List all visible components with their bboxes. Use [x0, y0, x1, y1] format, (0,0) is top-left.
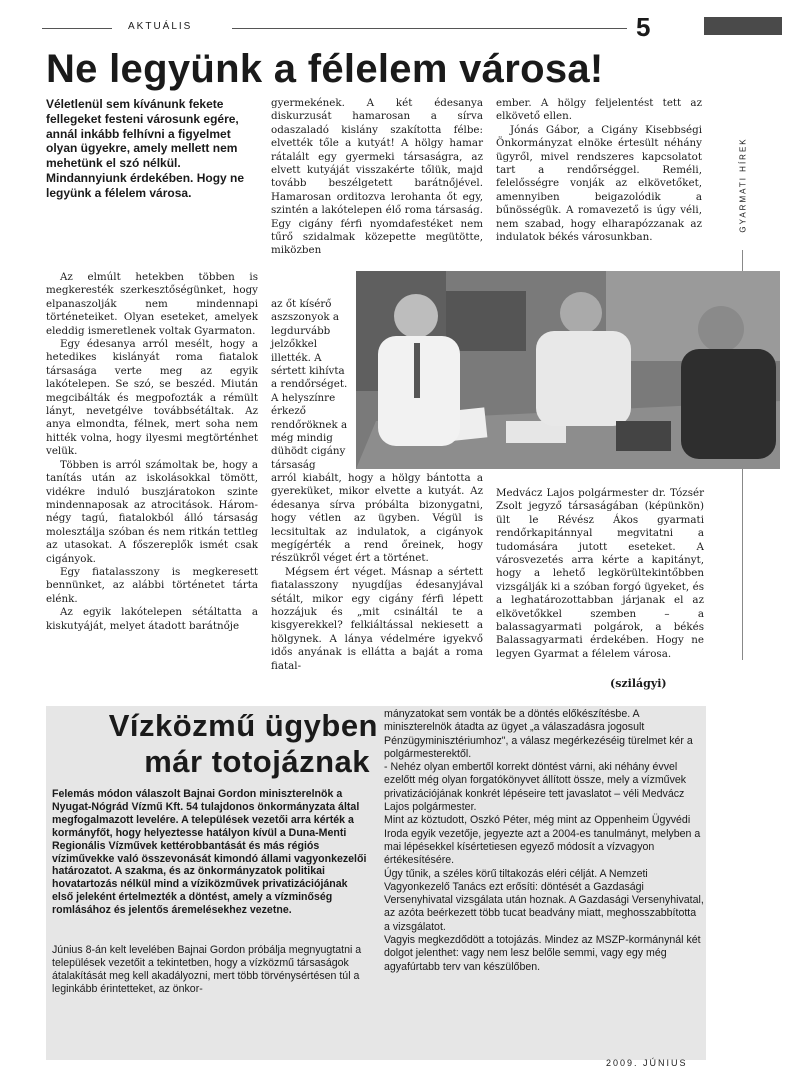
title-line: Vízközmű ügyben: [108, 708, 378, 743]
paragraph: Mégsem ért véget. Másnap a sértett fiatalasszony nyugdíjas édesanyjával sétált, mikor egy cigány férfi lépett hozzájuk és „mit csináltál te a kisgyerekkel? felkiáltással nekiesett a hölgynek. A lánya védelmére igyekvő idős anyának is ellátta a baját a roma fiatal-: [271, 565, 483, 672]
paragraph: Egy fiatalasszony is megkeresett bennünket, az alábbi történetet tárta elénk.: [46, 565, 258, 605]
paragraph: gyermekének. A két édesanya diskurzusát hamarosan a sírva odaszaladó kislány szakította félbe: elvették tőle a kutyát! A hölgy hamar rátalált egy gyermeki társaságra, az elvett kutyáját visszakérte tőlük, majd tovább beszélgetett barátnőjével. Hamarosan orditozva lerohanta őt egy, szintén a lakótelepen élő roma társaság. Egy cigány férfi nyomdafestéket nem tűrő szidalmak közepette megütötte, miközben: [271, 97, 483, 257]
paragraph: Jónás Gábor, a Cigány Kisebbségi Önkormányzat elnöke értesült néhány ügyről, mivel rendszeres kapcsolatot tart a rendőrséggel. Reméli, felelősségre vonják az elkövetőket, amennyiben beigazolódik a bűnösségük. A romavezető is úgy véli, nem szabad, hogy elharapózzanak az indulatok békés városunkban.: [496, 123, 702, 244]
paragraph: Az elmúlt hetekben többen is megkeresték szerkesztőségünket, hogy elpanaszolják nem mindennapi történeteiket. Olyan eseteket, amelyek eleddig ismeretlenek voltak Gyarmaton.: [46, 271, 258, 337]
paragraph: Medvácz Lajos polgármester dr. Tózsér Zsolt jegyző társaságában (képünkön) ült le Révész Ákos gyarmati rendőrkapitánnyal megvitatni a tudomására jutott eseteket. A városvezetés arra kérte a kapitányt, hogy a lehető legkörültekintőbben vizsgálják ki a szóban forgó ügyeket, és a leghatározottabban járjanak el az elkövetőkkel szemben – a balassagyarmati polgárok, a békés Balassagyarmati érdekében. Hogy ne legyen Gyarmat a félelem városa.: [496, 487, 704, 660]
side-label: GYARMATI HÍREK: [738, 137, 748, 233]
header-rule-left: [42, 28, 112, 29]
issue-date: 2009. JÚNIUS: [606, 1058, 688, 1068]
paragraph: Egy édesanya arról mesélt, hogy a hetedikes kislányát roma fiatalok társasága verte meg az egyik lakótelepen. Se szó, se beszéd. Miután megcibálták és megpofozták a rémült lányt, nevetgélve továbbsétáltak. Az anya elmondta, félnek, mert soha nem hitték volna, hogy ilyesmi megtörténhet velük.: [46, 338, 258, 458]
author-signature: (szilágyi): [610, 677, 667, 690]
title-line: már totojáznak: [144, 744, 370, 779]
paragraph: Az egyik lakótelepen sétáltatta a kiskutyáját, melyet átadott barátnője: [46, 606, 258, 632]
article-column-2-bottom: [271, 472, 483, 673]
article-lead: Véletlenül sem kívánunk fekete fellegeket festeni városunk egére, annál inkább felhívni a figyelmet olyan ügyekre, amely mellett nem mehetünk el szó nélkül. Mindannyiunk érdekében. Hogy ne legyünk a félelem városa.: [46, 97, 245, 200]
article-title: Ne legyünk a félelem városa!: [46, 47, 604, 91]
header-bar: [704, 17, 782, 35]
photo-caption: [496, 487, 704, 661]
paragraph: Többen is arról számoltak be, hogy a tanítás után az iskolásokkal tömött, vidékre induló buszjáratokon szinte mindennaposak az atrocitások. Három-négy tagú, fiatalokból álló társaság molesztálja szóban és nem ritkán tettleg az utasokat. A főszereplők ismét csak cigányok.: [46, 458, 258, 565]
paragraph: mányzatokat sem vonták be a döntés előkészítésbe. A miniszterelnök átadta az ügyet „a válaszadásra jogosult Pénzügyminisztériumhoz", a válasz megérkezéséig türelmet kér a polgármesterektől.: [384, 708, 693, 760]
photo-illustration: [356, 271, 780, 469]
article-column-2-top: [271, 97, 483, 258]
article2-lead: Felemás módon válaszolt Bajnai Gordon miniszterelnök a Nyugat-Nógrád Vízmű Kft. 54 tulajdonos önkormányzata által megfogalmazott levelére. A települések vezetői arra kérték a kormányfőt, hogy helyeztesse hatályon kívül a Duna-Menti Regionális Vízművek kettérobbantását és más régiós víziművekke való összevonását kimondó állami vagyonkezelői határozatot. A szakma, és az önkormányzatok politikai hovatartozás nélkül mind a víziközművek privatizációjának első jeleként értelmezték a döntést, amely a vízminőség romlásához és jelentős áremelésekhez vezetne.: [52, 788, 367, 917]
article2-right-column: [384, 708, 704, 974]
paragraph: Vagyis megkezdődött a totojázás. Mindez az MSZP-kormánynál két dolgot jelenthet: vagy nem lesz belőle semmi, vagy egy még agyafúrtabb terv van készülőben.: [384, 934, 701, 973]
paragraph: ember. A hölgy feljelentést tett az elkövető ellen.: [496, 97, 702, 123]
article-column-1: [46, 271, 258, 633]
paragraph: arról kiabált, hogy a hölgy bántotta a gyereküket, mikor elvette a kutyát. Az édesanya sírva próbálta bizonygatni, hogy vétlen az ügyben. Végül is lecsitultak az indulatok, a cigányok megígérték a rend őreinek, hogy részükről véget ért a történet.: [271, 472, 483, 565]
article2-title: [46, 708, 378, 780]
article2-body: Június 8-án kelt levelében Bajnai Gordon próbálja megnyugtatni a települések vezetőit a tekintetben, hogy a vízközmű társaságok átalakítását meg kell akadályozni, mert több törvénysértésen túl a leginkább érintetteket, az önkor-: [52, 944, 362, 995]
article-column-2-narrow: [271, 298, 351, 472]
paragraph: - Nehéz olyan embertől korrekt döntést várni, aki néhány évvel ezelőtt még olyan forgatókönyvet állított össze, mely a vízművek privatizációjának konkrét lépéseire tett javaslatot – véli Medvácz Lajos polgármester.: [384, 761, 687, 814]
header-rule-right: [232, 28, 627, 29]
paragraph: Úgy tűnik, a széles körű tiltakozás eléri célját. A Nemzeti Vagyonkezelő Tanács ezt erősíti: döntését a Gazdasági Versenyhivatal vizsgálata után hoznak. A Gazdasági Versenyhivatal, az azóta beérkezett több tucat beadvány miatt, meghosszabbította a vizsgálatot.: [384, 867, 704, 933]
paragraph: az őt kísérő aszszonyok a legdurvább jelzőkkel illették. A sértett kihívta a rendőrséget. A helyszínre érkező rendőröknek a még mindig dühödt cigány társaság: [271, 298, 348, 471]
page-number: 5: [636, 12, 651, 42]
paragraph: Mint az köztudott, Oszkó Péter, még mint az Oppenheim Ügyvédi Iroda egyik vezetője, jegyezte azt a 2004-es tanulmányt, melyben a mai lépésekkel kísértetiesen egyező módosít a vízvagyon értékesítésére.: [384, 814, 701, 867]
section-label: AKTUÁLIS: [128, 21, 193, 32]
article-column-3-top: [496, 97, 702, 244]
meeting-photo: [356, 271, 780, 469]
